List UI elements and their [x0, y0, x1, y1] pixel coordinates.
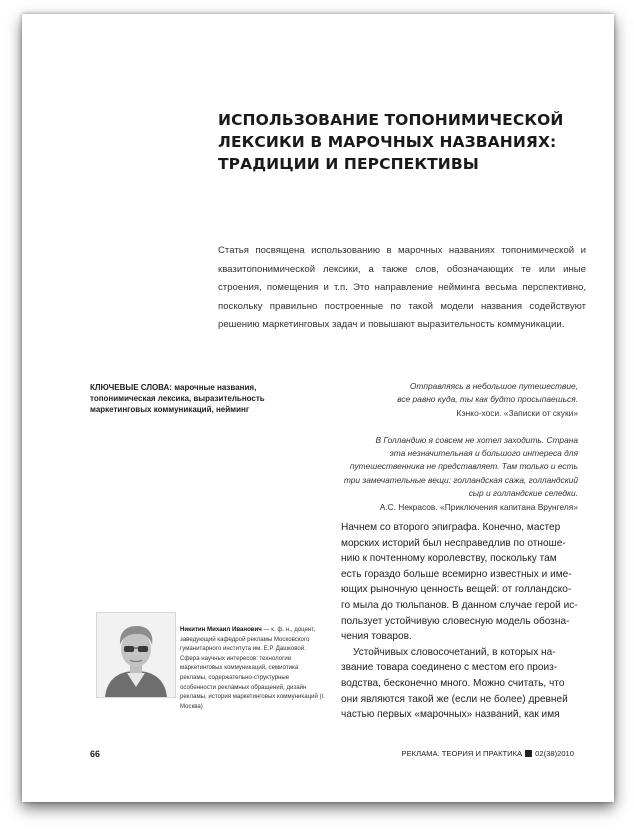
epigraph-line: эта незначительная и большого интереса для: [389, 448, 578, 459]
epigraph-attribution: А.С. Некрасов. «Приключения капитана Врунгеля»: [379, 502, 578, 513]
author-photo: [96, 612, 176, 698]
body-line: звание товара соединено с местом его произ-: [341, 662, 558, 674]
epigraph-2: [344, 434, 578, 514]
title-line: ТРАДИЦИИ И ПЕРСПЕКТИВЫ: [218, 155, 479, 173]
epigraph-line: три замечательные вещи: голландская сажа, голландский: [343, 474, 578, 485]
square-bullet-icon: [525, 750, 532, 757]
body-line: Начнем со второго эпиграфа. Конечно, мастер: [341, 522, 561, 533]
epigraph-1: [397, 380, 578, 421]
body-line: го мыла до тюльпанов. В данном случае герой ис-: [341, 599, 578, 611]
body-line: ющих рыночную ценность вещей: от голландско-: [341, 584, 572, 596]
body-line: частью первых «марочных» названий, как имя: [341, 709, 560, 721]
article-title: [218, 109, 578, 175]
author-bio: [180, 625, 326, 711]
article-abstract: Статья посвящена использованию в марочных названиях топонимической и квазитопонимической лексики, а также слов, обозначающих те или иные строения, помещения и т.п. Это направление нейминга весьма перспективно, поскольку правильно построенные по такой модели названия содействуют решению маркетинговых задач и повышают выразительность коммуникации.: [218, 245, 586, 330]
epigraph-line: Отправляясь в небольшое путешествие,: [409, 381, 578, 391]
epigraph-attribution: Кэнко-хоси. «Записки от скуки»: [456, 408, 578, 419]
title-line: ИСПОЛЬЗОВАНИЕ ТОПОНИМИЧЕСКОЙ: [218, 111, 564, 129]
epigraph-line: В Голландию я совсем не хотел заходить. Страна: [375, 435, 578, 445]
epigraph-line: все равно куда, ты как будто просыпаешься.: [397, 394, 578, 405]
epigraph-line: путешественника не представляет. Там только и есть: [349, 461, 578, 472]
journal-page: [22, 14, 614, 802]
body-line: морских историй был несправедлив по отноше-: [341, 537, 566, 549]
body-line: нию к почтенному королевству, поскольку там: [341, 553, 557, 565]
body-line: Устойчивых словосочетаний, в которых на-: [353, 646, 556, 658]
keywords-label: КЛЮЧЕВЫЕ СЛОВА:: [90, 383, 172, 392]
journal-footer: [402, 749, 574, 758]
epigraph-line: сыр и голландские селедки.: [468, 487, 578, 498]
body-line: пользует устойчивую словесную модель обозна-: [341, 615, 570, 627]
body-line: водства, бесконечно много. Можно считать, что: [341, 677, 565, 689]
title-line: ЛЕКСИКИ В МАРОЧНЫХ НАЗВАНИЯХ:: [218, 133, 557, 151]
author-portrait-image: [97, 613, 175, 697]
journal-name: РЕКЛАМА. ТЕОРИЯ И ПРАКТИКА: [401, 749, 523, 758]
keywords-text: марочные названия, топонимическая лексика, выразительность маркетинговых коммуникаций, нейминг: [90, 383, 265, 415]
body-line: чения товаров.: [341, 631, 412, 643]
body-line: они являются такой же (если не более) древней: [341, 693, 568, 705]
keywords-block: [90, 382, 320, 416]
article-body: [341, 520, 581, 723]
author-description: — к. ф. н., доцент, заведующий кафедрой рекламы Московского гуманитарного института им. Е.Р. Дашковой. Сфера научных интересов: технологии маркетинговых коммуникаций, семиотика рекламы, содержательно-структурные особенности рекламных обращений, дизайн рекламы, история маркетинговых коммуникаций (г. Москва): [180, 626, 325, 710]
body-line: есть гораздо больше всемирно известных и име-: [341, 568, 572, 580]
author-name: Никитин Михаил Иванович: [180, 626, 262, 633]
journal-issue: 02(38)2010: [535, 749, 574, 758]
page-number: 66: [90, 749, 101, 759]
